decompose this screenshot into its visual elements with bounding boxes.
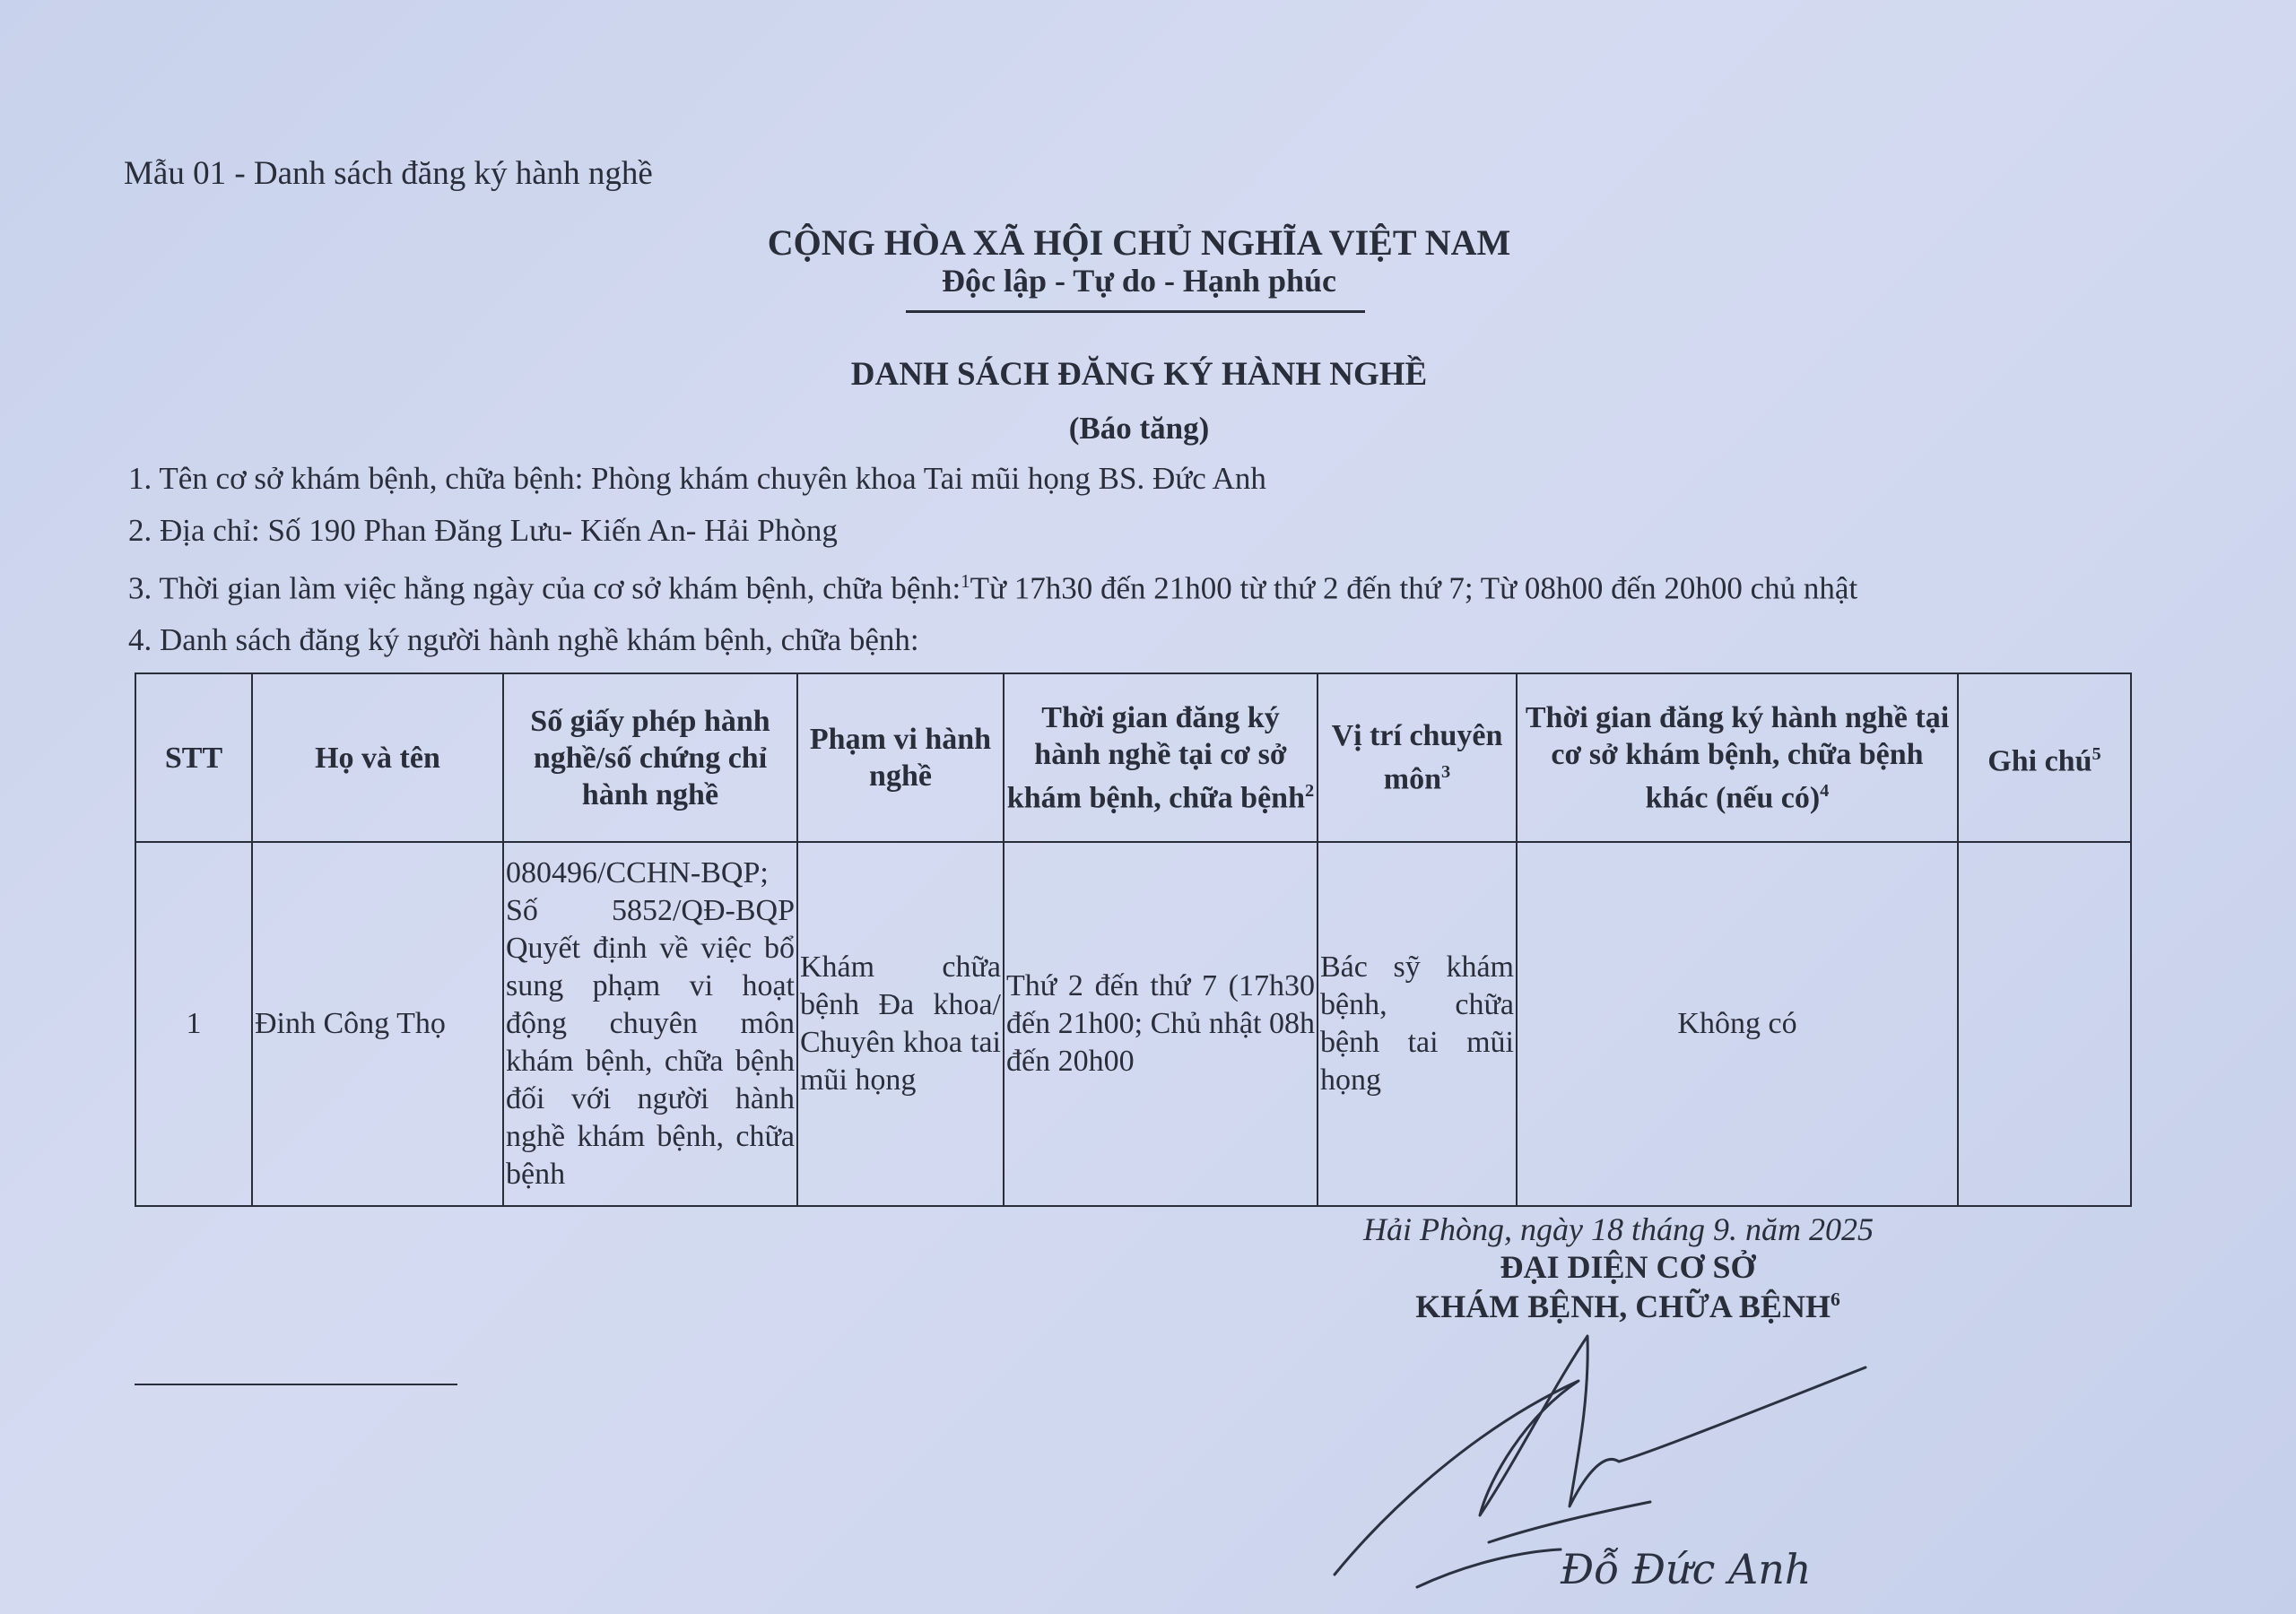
signature-name: Đỗ Đức Anh <box>1561 1545 1812 1593</box>
info-hours-value: Từ 17h30 đến 21h00 từ thứ 2 đến thứ 7; Từ 08h00 đến 20h00 chủ nhật <box>970 570 1858 606</box>
place-date: Hải Phòng, ngày 18 tháng 9. năm 2025 <box>1363 1211 1874 1247</box>
national-motto: Độc lập - Tự do - Hạnh phúc <box>941 263 1337 299</box>
table-header-row <box>135 673 2131 842</box>
info-hours-label: 3. Thời gian làm việc hằng ngày của cơ sở khám bệnh, chữa bệnh: <box>128 570 961 606</box>
info-facility-value: Phòng khám chuyên khoa Tai mũi họng BS. Đức Anh <box>591 461 1266 496</box>
representative-line1: ĐẠI DIỆN CƠ SỞ <box>1500 1249 1756 1285</box>
document-subtitle: (Báo tăng) <box>1068 411 1210 446</box>
info-facility <box>128 461 1266 497</box>
cell-scope: Khám chữa bệnh Đa khoa/ Chuyên khoa tai mũi họng <box>797 842 1004 1206</box>
footnote-ref: 6 <box>1830 1289 1840 1310</box>
footnote-ref: 2 <box>1304 780 1315 801</box>
info-address-label: 2. Địa chỉ: <box>128 513 260 548</box>
info-address-value: Số 190 Phan Đăng Lưu- Kiến An- Hải Phòng <box>267 513 838 548</box>
footnote-ref: 5 <box>2092 743 2101 764</box>
cell-name: Đinh Công Thọ <box>252 842 503 1206</box>
info-list-label: 4. Danh sách đăng ký người hành nghề khám bệnh, chữa bệnh: <box>128 622 919 657</box>
header-license: Số giấy phép hành nghề/số chứng chỉ hành nghề <box>503 673 797 842</box>
registration-table <box>135 672 2132 1207</box>
header-scope: Phạm vi hành nghề <box>797 673 1004 842</box>
national-title: CỘNG HÒA XÃ HỘI CHỦ NGHĨA VIỆT NAM <box>767 222 1511 263</box>
table-row <box>135 842 2131 1206</box>
footnote-ref: 1 <box>961 570 970 592</box>
cell-stt: 1 <box>135 842 252 1206</box>
form-code: Mẫu 01 - Danh sách đăng ký hành nghề <box>124 155 653 192</box>
header-other-time: Thời gian đăng ký hành nghề tại cơ sở khám bệnh, chữa bệnh khác (nếu có)$^4$ <box>1517 673 1958 842</box>
cell-time: Thứ 2 đến thứ 7 (17h30 đến 21h00; Chủ nhật 08h đến 20h00 <box>1004 842 1318 1206</box>
header-name: Họ và tên <box>252 673 503 842</box>
header-stt: STT <box>135 673 252 842</box>
footnote-separator <box>135 1384 457 1385</box>
cell-note <box>1958 842 2131 1206</box>
info-hours <box>128 570 1857 607</box>
header-time: Thời gian đăng ký hành nghề tại cơ sở khám bệnh, chữa bệnh$^2$ <box>1004 673 1318 842</box>
header-note: Ghi chú$^5$ <box>1958 673 2131 842</box>
cell-position: Bác sỹ khám bệnh, chữa bệnh tai mũi họng <box>1318 842 1517 1206</box>
representative-line2: KHÁM BỆNH, CHỮA BỆNH$^6$ <box>1415 1289 1840 1324</box>
motto-underline <box>906 310 1365 313</box>
header-position: Vị trí chuyên môn$^3$ <box>1318 673 1517 842</box>
document-title: DANH SÁCH ĐĂNG KÝ HÀNH NGHỀ <box>850 356 1428 393</box>
footnote-ref: 4 <box>1820 780 1830 801</box>
cell-other-time: Không có <box>1517 842 1958 1206</box>
info-facility-label: 1. Tên cơ sở khám bệnh, chữa bệnh: <box>128 461 584 496</box>
cell-license: 080496/CCHN-BQP; Số 5852/QĐ-BQP Quyết định về việc bổ sung phạm vi hoạt động chuyên môn khám bệnh, chữa bệnh đối với người hành nghề khám bệnh, chữa bệnh <box>503 842 797 1206</box>
info-address <box>128 513 838 549</box>
footnote-ref: 3 <box>1441 762 1451 783</box>
signature <box>1309 1318 1901 1605</box>
